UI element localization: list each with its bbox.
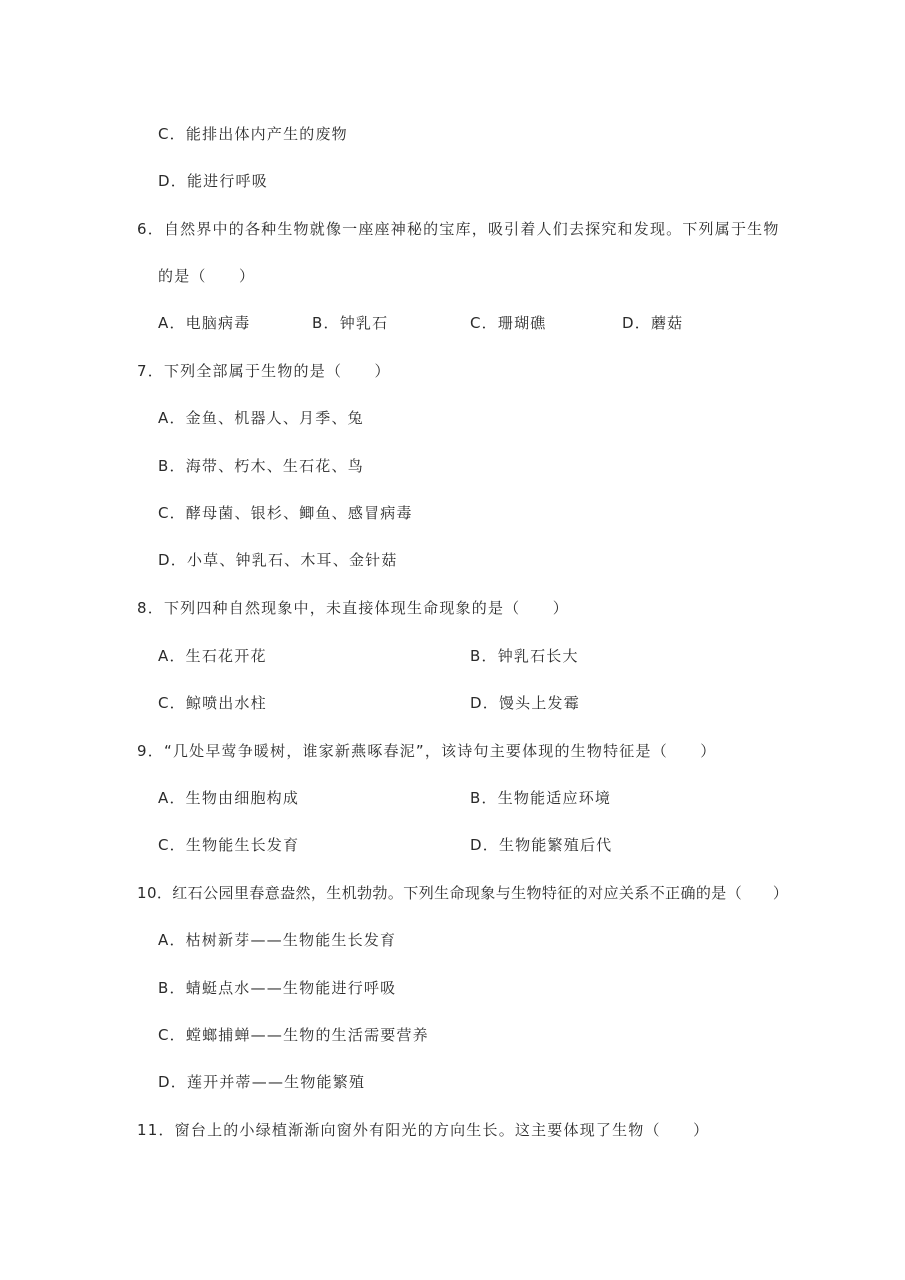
q10-option-a: A．枯树新芽——生物能生长发育: [158, 931, 397, 949]
question-8-options-row1: [0, 646, 905, 666]
q10-option-d: D．莲开并蒂——生物能繁殖: [158, 1073, 366, 1091]
q6-option-b: B．钟乳石: [312, 314, 389, 332]
q9-option-a: A．生物由细胞构成: [158, 789, 300, 807]
q9-option-b: B．生物能适应环境: [470, 789, 612, 807]
question-7-stem: 7．下列全部属于生物的是（ ）: [137, 362, 391, 380]
question-11-stem: 11．窗台上的小绿植渐渐向窗外有阳光的方向生长。这主要体现了生物（ ）: [137, 1121, 710, 1139]
q7-option-a: A．金鱼、机器人、月季、兔: [158, 409, 364, 427]
q5-option-d: D．能进行呼吸: [158, 172, 268, 190]
q7-option-b: B．海带、朽木、生石花、鸟: [158, 457, 364, 475]
q7-option-c: C．酵母菌、银杉、鲫鱼、感冒病毒: [158, 504, 413, 522]
q9-option-c: C．生物能生长发育: [158, 836, 300, 854]
question-6-stem-cont: 的是（ ）: [158, 267, 256, 285]
q8-option-c: C．鲸喷出水柱: [158, 694, 267, 712]
question-8-options-row2: [0, 693, 905, 713]
question-9-options-row2: [0, 835, 905, 855]
q8-option-b: B．钟乳石长大: [470, 647, 579, 665]
question-10-stem: 10．红石公园里春意盎然，生机勃勃。下列生命现象与生物特征的对应关系不正确的是（ ）: [137, 884, 789, 902]
q5-option-c: C．能排出体内产生的废物: [158, 125, 348, 143]
q10-option-c: C．螳螂捕蝉——生物的生活需要营养: [158, 1026, 429, 1044]
question-9-stem: 9．“几处早莺争暖树，谁家新燕啄春泥”，该诗句主要体现的生物特征是（ ）: [137, 742, 717, 760]
q6-option-c: C．珊瑚礁: [470, 314, 547, 332]
question-9-options-row1: [0, 788, 905, 808]
question-8-stem: 8．下列四种自然现象中，未直接体现生命现象的是（ ）: [137, 599, 569, 617]
q8-option-d: D．馒头上发霉: [470, 694, 580, 712]
q7-option-d: D．小草、钟乳石、木耳、金针菇: [158, 551, 398, 569]
q6-option-d: D．蘑菇: [622, 314, 684, 332]
question-6-options: [0, 313, 905, 333]
question-6-stem: 6．自然界中的各种生物就像一座座神秘的宝库，吸引着人们去探究和发现。下列属于生物: [137, 220, 780, 238]
q9-option-d: D．生物能繁殖后代: [470, 836, 613, 854]
q10-option-b: B．蜻蜓点水——生物能进行呼吸: [158, 979, 397, 997]
q6-option-a: A．电脑病毒: [158, 314, 251, 332]
q8-option-a: A．生石花开花: [158, 647, 267, 665]
